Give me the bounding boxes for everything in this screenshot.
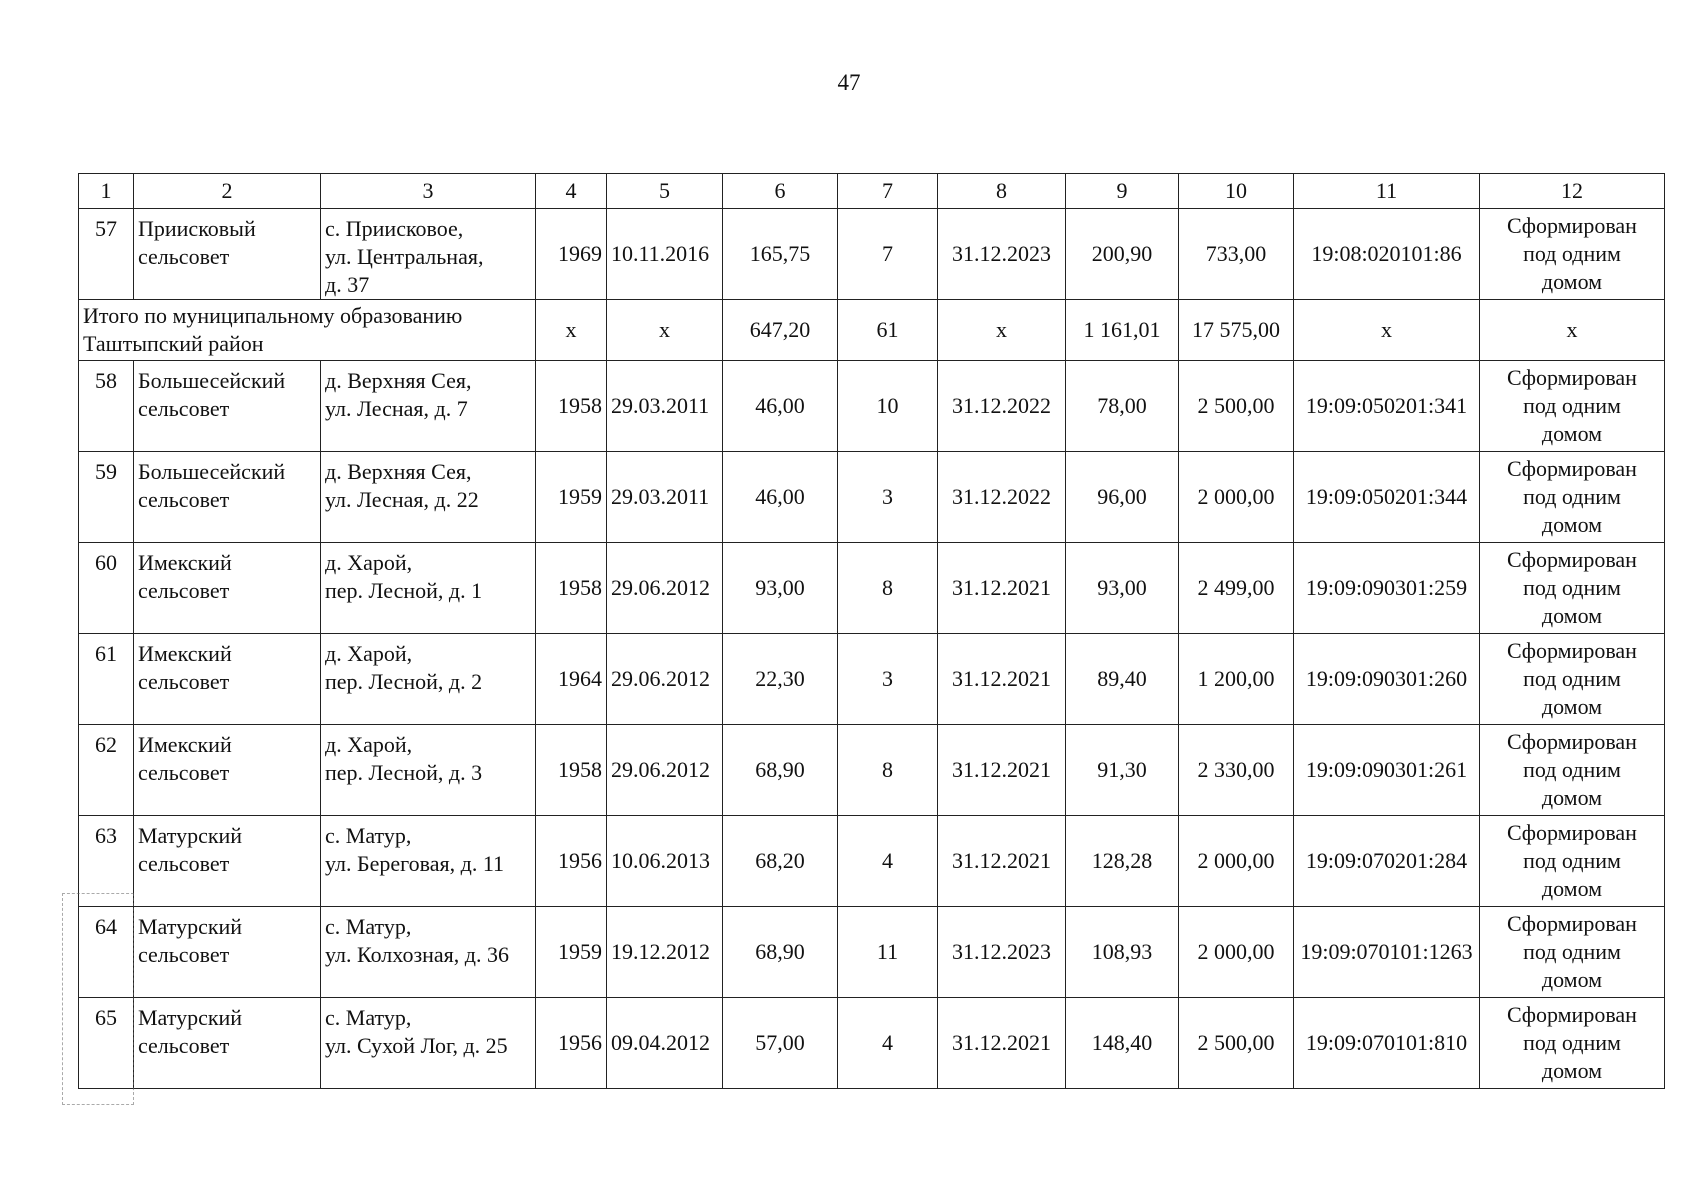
council-cell-text: Матурский	[138, 914, 243, 939]
status-cell-text: под одним	[1523, 757, 1621, 782]
status-cell-text: под одним	[1523, 484, 1621, 509]
cadastral-cell-text: 19:09:050201:341	[1305, 393, 1468, 418]
stamp-mark	[77, 904, 117, 1094]
total-label	[79, 300, 536, 361]
date-cell-text: 29.06.2012	[611, 666, 710, 691]
deadline-cell	[938, 300, 1066, 361]
cadastral-cell	[1294, 300, 1480, 361]
deadline-cell-text: 31.12.2023	[952, 939, 1051, 964]
address-cell-text: д. Верхняя Сея,	[325, 459, 472, 484]
header-cell: 8	[938, 174, 1066, 209]
council-cell-text: Имекский	[138, 732, 232, 757]
council-cell-text: сельсовет	[138, 487, 230, 512]
status-cell-text: домом	[1541, 1058, 1603, 1083]
row-number-cell-text: 65	[95, 1005, 117, 1030]
header-cell: 4	[536, 174, 607, 209]
row-number-cell-text: 57	[95, 216, 117, 241]
people-cell-text: 3	[882, 666, 893, 691]
people-cell	[838, 725, 938, 816]
plot-cell	[1179, 543, 1294, 634]
registry-table	[78, 173, 1665, 1089]
year-cell	[536, 361, 607, 452]
deadline-cell-text: 31.12.2022	[952, 393, 1051, 418]
date-cell-text: 10.06.2013	[611, 848, 710, 873]
status-cell-text: домом	[1541, 967, 1603, 992]
date-cell	[607, 725, 723, 816]
area-cell	[723, 998, 838, 1089]
status-cell-text: домом	[1541, 785, 1603, 810]
address-cell-text: с. Матур,	[325, 914, 412, 939]
table-row	[79, 634, 1665, 725]
date-cell	[607, 209, 723, 300]
cadastral-cell	[1294, 634, 1480, 725]
people-cell-text: 7	[882, 241, 893, 266]
year-cell	[536, 816, 607, 907]
status-cell-text: под одним	[1523, 848, 1621, 873]
cadastral-cell-text: 19:09:070201:284	[1305, 848, 1468, 873]
status-cell	[1480, 725, 1665, 816]
header-row	[79, 174, 1665, 209]
area-cell	[723, 300, 838, 361]
land-area-cell	[1066, 543, 1179, 634]
council-cell	[134, 361, 321, 452]
area-cell	[723, 209, 838, 300]
council-cell	[134, 907, 321, 998]
status-cell-text: Сформирован	[1507, 1002, 1637, 1027]
status-cell	[1480, 998, 1665, 1089]
status-cell-text: под одним	[1523, 393, 1621, 418]
cadastral-cell	[1294, 816, 1480, 907]
cadastral-cell	[1294, 998, 1480, 1089]
people-cell-text: 11	[876, 939, 899, 964]
row-number-cell-text: 64	[95, 914, 117, 939]
status-cell	[1480, 816, 1665, 907]
date-cell-text: 29.03.2011	[611, 393, 710, 418]
council-cell-text: Большесейский	[138, 459, 286, 484]
address-cell-text: ул. Лесная, д. 7	[325, 396, 468, 421]
people-cell	[838, 998, 938, 1089]
council-cell	[134, 209, 321, 300]
council-cell-text: сельсовет	[138, 760, 230, 785]
plot-cell-text: 2 500,00	[1197, 1030, 1275, 1055]
status-cell-text: Сформирован	[1507, 365, 1637, 390]
deadline-cell-text: 31.12.2021	[952, 1030, 1051, 1055]
cadastral-cell	[1294, 452, 1480, 543]
people-cell-text: 4	[882, 848, 893, 873]
date-cell-text: 09.04.2012	[611, 1030, 710, 1055]
year-cell-text: 1958	[558, 757, 602, 782]
plot-cell	[1179, 361, 1294, 452]
year-cell	[536, 907, 607, 998]
status-cell-text: домом	[1541, 876, 1603, 901]
area-cell-text: 22,30	[755, 666, 805, 691]
deadline-cell-text: 31.12.2021	[952, 666, 1051, 691]
status-cell	[1480, 543, 1665, 634]
header-cell: 9	[1066, 174, 1179, 209]
deadline-cell	[938, 634, 1066, 725]
date-cell	[607, 452, 723, 543]
land-area-cell	[1066, 452, 1179, 543]
people-cell-text: 4	[882, 1030, 893, 1055]
header-cell: 11	[1294, 174, 1480, 209]
year-cell	[536, 998, 607, 1089]
plot-cell-text: 17 575,00	[1192, 317, 1280, 342]
cadastral-cell-text: 19:09:090301:261	[1305, 757, 1468, 782]
date-cell	[607, 361, 723, 452]
land-area-cell	[1066, 300, 1179, 361]
status-cell-text: под одним	[1523, 241, 1621, 266]
year-cell-text: 1969	[558, 241, 602, 266]
row-number-cell	[79, 543, 134, 634]
people-cell-text: 8	[882, 757, 893, 782]
council-cell-text: сельсовет	[138, 1033, 230, 1058]
cadastral-cell-text: 19:09:090301:260	[1305, 666, 1468, 691]
deadline-cell-text: 31.12.2021	[952, 757, 1051, 782]
status-cell-text: x	[1566, 317, 1578, 342]
page-number: 47	[837, 70, 861, 95]
date-cell-text: 29.03.2011	[611, 484, 710, 509]
address-cell	[321, 725, 536, 816]
deadline-cell-text: x	[996, 317, 1007, 342]
table-row	[79, 907, 1665, 998]
land-area-cell-text: 108,93	[1091, 939, 1153, 964]
people-cell-text: 61	[876, 317, 899, 342]
council-cell	[134, 816, 321, 907]
status-cell-text: домом	[1541, 694, 1603, 719]
land-area-cell-text: 96,00	[1097, 484, 1147, 509]
status-cell-text: домом	[1541, 512, 1603, 537]
header-cell: 12	[1480, 174, 1665, 209]
address-cell-text: ул. Лесная, д. 22	[325, 487, 479, 512]
total-label-text: Таштыпский район	[83, 331, 264, 356]
people-cell	[838, 907, 938, 998]
people-cell-text: 3	[882, 484, 893, 509]
cadastral-cell-text: 19:09:070101:810	[1305, 1030, 1468, 1055]
council-cell-text: Имекский	[138, 641, 232, 666]
deadline-cell-text: 31.12.2021	[952, 575, 1051, 600]
land-area-cell-text: 89,40	[1097, 666, 1147, 691]
land-area-cell	[1066, 725, 1179, 816]
table-row	[79, 543, 1665, 634]
deadline-cell	[938, 452, 1066, 543]
address-cell-text: д. Харой,	[325, 641, 413, 666]
area-cell-text: 68,90	[755, 939, 805, 964]
status-cell-text: под одним	[1523, 1030, 1621, 1055]
status-cell	[1480, 361, 1665, 452]
status-cell	[1480, 300, 1665, 361]
council-cell-text: Матурский	[138, 1005, 243, 1030]
status-cell-text: Сформирован	[1507, 638, 1637, 663]
row-number-cell	[79, 209, 134, 300]
status-cell-text: Сформирован	[1507, 820, 1637, 845]
plot-cell-text: 2 000,00	[1197, 848, 1275, 873]
address-cell	[321, 209, 536, 300]
land-area-cell	[1066, 998, 1179, 1089]
year-cell-text: x	[565, 317, 577, 342]
council-cell-text: сельсовет	[138, 669, 230, 694]
address-cell-text: с. Матур,	[325, 823, 412, 848]
status-cell-text: под одним	[1523, 666, 1621, 691]
cadastral-cell-text: 19:09:050201:344	[1305, 484, 1468, 509]
cadastral-cell	[1294, 543, 1480, 634]
area-cell-text: 46,00	[755, 484, 805, 509]
address-cell-text: д. Верхняя Сея,	[325, 368, 472, 393]
plot-cell-text: 2 499,00	[1197, 575, 1275, 600]
area-cell	[723, 816, 838, 907]
land-area-cell-text: 148,40	[1091, 1030, 1153, 1055]
plot-cell-text: 2 000,00	[1197, 484, 1275, 509]
people-cell	[838, 300, 938, 361]
plot-cell-text: 2 500,00	[1197, 393, 1275, 418]
address-cell	[321, 998, 536, 1089]
status-cell-text: Сформирован	[1507, 456, 1637, 481]
table-row	[79, 361, 1665, 452]
council-cell-text: Имекский	[138, 550, 232, 575]
plot-cell	[1179, 998, 1294, 1089]
plot-cell	[1179, 300, 1294, 361]
area-cell	[723, 361, 838, 452]
table-row	[79, 452, 1665, 543]
status-cell	[1480, 907, 1665, 998]
land-area-cell-text: 78,00	[1097, 393, 1147, 418]
deadline-cell	[938, 998, 1066, 1089]
status-cell	[1480, 452, 1665, 543]
row-number-cell	[79, 452, 134, 543]
year-cell-text: 1964	[558, 666, 602, 691]
address-cell	[321, 634, 536, 725]
council-cell	[134, 543, 321, 634]
council-cell-text: Приисковый	[138, 216, 256, 241]
council-cell	[134, 452, 321, 543]
header-cell: 2	[134, 174, 321, 209]
plot-cell-text: 2 000,00	[1197, 939, 1275, 964]
deadline-cell	[938, 907, 1066, 998]
people-cell	[838, 361, 938, 452]
deadline-cell-text: 31.12.2022	[952, 484, 1051, 509]
date-cell	[607, 300, 723, 361]
status-cell-text: домом	[1541, 421, 1603, 446]
plot-cell	[1179, 634, 1294, 725]
status-cell-text: Сформирован	[1507, 213, 1637, 238]
area-cell	[723, 907, 838, 998]
total-label-text: Итого по муниципальному образованию	[83, 303, 463, 328]
table-row	[79, 725, 1665, 816]
council-cell-text: сельсовет	[138, 942, 230, 967]
address-cell	[321, 361, 536, 452]
people-cell	[838, 452, 938, 543]
address-cell-text: пер. Лесной, д. 1	[325, 578, 483, 603]
year-cell-text: 1956	[558, 848, 602, 873]
date-cell-text: 19.12.2012	[611, 939, 710, 964]
cadastral-cell	[1294, 907, 1480, 998]
registration-stamp	[62, 893, 134, 1105]
area-cell	[723, 725, 838, 816]
status-cell-text: домом	[1541, 603, 1603, 628]
address-cell	[321, 543, 536, 634]
area-cell-text: 68,20	[755, 848, 805, 873]
total-row	[79, 300, 1665, 361]
row-number-cell-text: 61	[95, 641, 117, 666]
area-cell-text: 68,90	[755, 757, 805, 782]
address-cell	[321, 452, 536, 543]
row-number-cell-text: 59	[95, 459, 117, 484]
people-cell	[838, 816, 938, 907]
row-number-cell-text: 62	[95, 732, 117, 757]
plot-cell	[1179, 209, 1294, 300]
table-row	[79, 209, 1665, 300]
header-cell: 10	[1179, 174, 1294, 209]
people-cell-text: 8	[882, 575, 893, 600]
council-cell-text: сельсовет	[138, 396, 230, 421]
cadastral-cell-text: x	[1381, 317, 1392, 342]
status-cell-text: под одним	[1523, 939, 1621, 964]
registry-table-body	[79, 174, 1665, 1089]
address-cell-text: д. Харой,	[325, 550, 413, 575]
status-cell-text: Сформирован	[1507, 729, 1637, 754]
header-cell: 7	[838, 174, 938, 209]
year-cell	[536, 452, 607, 543]
area-cell	[723, 543, 838, 634]
table-row	[79, 998, 1665, 1089]
land-area-cell-text: 91,30	[1097, 757, 1147, 782]
header-cell: 1	[79, 174, 134, 209]
council-cell-text: Большесейский	[138, 368, 286, 393]
land-area-cell-text: 200,90	[1091, 241, 1153, 266]
row-number-cell	[79, 634, 134, 725]
header-cell: 5	[607, 174, 723, 209]
address-cell-text: ул. Сухой Лог, д. 25	[325, 1033, 508, 1058]
deadline-cell-text: 31.12.2023	[952, 241, 1051, 266]
address-cell-text: ул. Центральная,	[325, 244, 484, 269]
area-cell-text: 46,00	[755, 393, 805, 418]
council-cell-text: Матурский	[138, 823, 243, 848]
date-cell-text: 10.11.2016	[611, 241, 710, 266]
area-cell-text: 165,75	[749, 241, 811, 266]
address-cell-text: с. Приисковое,	[325, 216, 464, 241]
row-number-cell	[79, 725, 134, 816]
year-cell	[536, 634, 607, 725]
year-cell	[536, 300, 607, 361]
year-cell-text: 1959	[558, 939, 602, 964]
land-area-cell	[1066, 907, 1179, 998]
plot-cell-text: 733,00	[1205, 241, 1267, 266]
land-area-cell-text: 1 161,01	[1083, 317, 1161, 342]
council-cell-text: сельсовет	[138, 851, 230, 876]
address-cell-text: ул. Колхозная, д. 36	[325, 942, 509, 967]
deadline-cell	[938, 209, 1066, 300]
date-cell-text: 29.06.2012	[611, 757, 710, 782]
plot-cell	[1179, 725, 1294, 816]
land-area-cell	[1066, 209, 1179, 300]
council-cell	[134, 634, 321, 725]
land-area-cell	[1066, 816, 1179, 907]
cadastral-cell	[1294, 725, 1480, 816]
council-cell-text: сельсовет	[138, 244, 230, 269]
land-area-cell	[1066, 634, 1179, 725]
plot-cell-text: 2 330,00	[1197, 757, 1275, 782]
address-cell-text: д. Харой,	[325, 732, 413, 757]
address-cell-text: с. Матур,	[325, 1005, 412, 1030]
year-cell-text: 1959	[558, 484, 602, 509]
address-cell-text: д. 37	[325, 272, 370, 297]
area-cell	[723, 634, 838, 725]
status-cell-text: Сформирован	[1507, 911, 1637, 936]
address-cell	[321, 907, 536, 998]
deadline-cell-text: 31.12.2021	[952, 848, 1051, 873]
year-cell	[536, 543, 607, 634]
year-cell	[536, 725, 607, 816]
date-cell	[607, 543, 723, 634]
status-cell-text: домом	[1541, 269, 1603, 294]
row-number-cell-text: 63	[95, 823, 117, 848]
date-cell	[607, 907, 723, 998]
row-number-cell-text: 60	[95, 550, 117, 575]
plot-cell	[1179, 816, 1294, 907]
cadastral-cell-text: 19:08:020101:86	[1311, 241, 1462, 266]
address-cell-text: пер. Лесной, д. 2	[325, 669, 483, 694]
people-cell	[838, 634, 938, 725]
year-cell-text: 1958	[558, 393, 602, 418]
deadline-cell	[938, 725, 1066, 816]
year-cell-text: 1958	[558, 575, 602, 600]
people-cell-text: 10	[876, 393, 899, 418]
row-number-cell-text: 58	[95, 368, 117, 393]
area-cell-text: 93,00	[755, 575, 805, 600]
header-cell: 6	[723, 174, 838, 209]
date-cell-text: x	[659, 317, 670, 342]
table-row	[79, 816, 1665, 907]
land-area-cell	[1066, 361, 1179, 452]
cadastral-cell-text: 19:09:070101:1263	[1300, 939, 1473, 964]
address-cell-text: пер. Лесной, д. 3	[325, 760, 483, 785]
plot-cell	[1179, 907, 1294, 998]
deadline-cell	[938, 543, 1066, 634]
year-cell-text: 1956	[558, 1030, 602, 1055]
address-cell	[321, 816, 536, 907]
status-cell	[1480, 209, 1665, 300]
council-cell	[134, 725, 321, 816]
address-cell-text: ул. Береговая, д. 11	[325, 851, 505, 876]
land-area-cell-text: 128,28	[1091, 848, 1153, 873]
date-cell-text: 29.06.2012	[611, 575, 710, 600]
plot-cell-text: 1 200,00	[1197, 666, 1275, 691]
council-cell-text: сельсовет	[138, 578, 230, 603]
people-cell	[838, 209, 938, 300]
header-cell: 3	[321, 174, 536, 209]
land-area-cell-text: 93,00	[1097, 575, 1147, 600]
people-cell	[838, 543, 938, 634]
row-number-cell	[79, 361, 134, 452]
status-cell-text: под одним	[1523, 575, 1621, 600]
cadastral-cell-text: 19:09:090301:259	[1305, 575, 1468, 600]
status-cell-text: Сформирован	[1507, 547, 1637, 572]
cadastral-cell	[1294, 209, 1480, 300]
area-cell-text: 57,00	[755, 1030, 805, 1055]
date-cell	[607, 634, 723, 725]
deadline-cell	[938, 816, 1066, 907]
date-cell	[607, 998, 723, 1089]
cadastral-cell	[1294, 361, 1480, 452]
plot-cell	[1179, 452, 1294, 543]
area-cell	[723, 452, 838, 543]
year-cell	[536, 209, 607, 300]
status-cell	[1480, 634, 1665, 725]
deadline-cell	[938, 361, 1066, 452]
area-cell-text: 647,20	[749, 317, 811, 342]
council-cell	[134, 998, 321, 1089]
date-cell	[607, 816, 723, 907]
